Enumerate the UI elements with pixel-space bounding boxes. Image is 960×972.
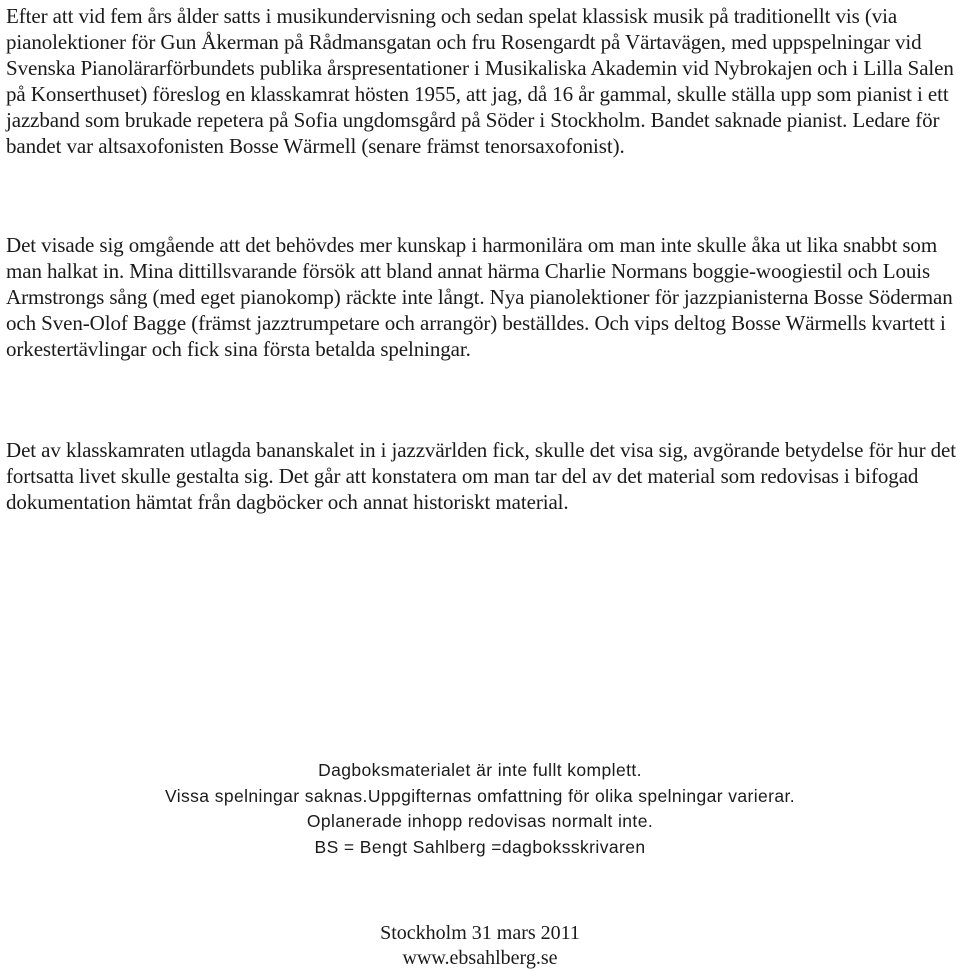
footer-place-date: Stockholm 31 mars 2011 xyxy=(380,922,580,944)
note-missing-gigs: Vissa spelningar saknas.Uppgifternas omfattning för olika spelningar varierar. xyxy=(164,785,796,806)
note-unplanned: Oplanerade inhopp redovisas normalt inte. xyxy=(306,811,654,831)
paragraph-conclusion: Det av klasskamraten utlagda bananskalet in i jazzvärlden fick, skulle det visa sig, avgörande betydelse för hur det fortsatta livet skulle gestalta sig. Det går att konstatera om man tar del av det material som redovisas i bifogad dokumentation hämtat från dagböcker och annat historiskt material. xyxy=(6,438,956,514)
footer-website: www.ebsahlberg.se xyxy=(402,947,558,969)
note-abbreviation: BS = Bengt Sahlberg =dagboksskrivaren xyxy=(314,836,646,857)
paragraph-harmony: Det visade sig omgående att det behövdes mer kunskap i harmonilära om man inte skulle åka ut lika snabbt som man halkat in. Mina dittillsvarande försök att bland annat härma Charlie Normans boggie-woogiestil och Louis Armstrongs sång (med eget pianokomp) räckte inte långt. Nya pianolektioner för jazzpianisterna Bosse Söderman och Sven-Olof Bagge (främst jazztrumpetare och arrangör) beställdes. Och vips deltog Bosse Wärmells kvartett i orkestertävlingar och fick sina första betalda spelningar. xyxy=(6,233,953,361)
note-incomplete: Dagboksmaterialet är inte fullt komplett. xyxy=(318,760,642,780)
paragraph-intro: Efter att vid fem års ålder satts i musikundervisning och sedan spelat klassisk musik på traditionellt vis (via pianolektioner för Gun Åkerman på Rådmansgatan och fru Rosengardt på Värtavägen, med uppspelningar vid Svenska Pianolärarförbundets publika årspresentationer i Musikaliska Akademin vid Nybrokajen och i Lilla Salen på Konserthuset) föreslog en klasskamrat hösten 1955, att jag, då 16 år gammal, skulle ställa upp som pianist i ett jazzband som brukade repetera på Sofia ungdomsgård på Söder i Stockholm. Bandet saknade pianist. Ledare för bandet var altsaxofonisten Bosse Wärmell (senare främst tenorsaxofonist). xyxy=(6,4,954,158)
notes-block xyxy=(0,758,960,860)
footer xyxy=(0,921,960,971)
